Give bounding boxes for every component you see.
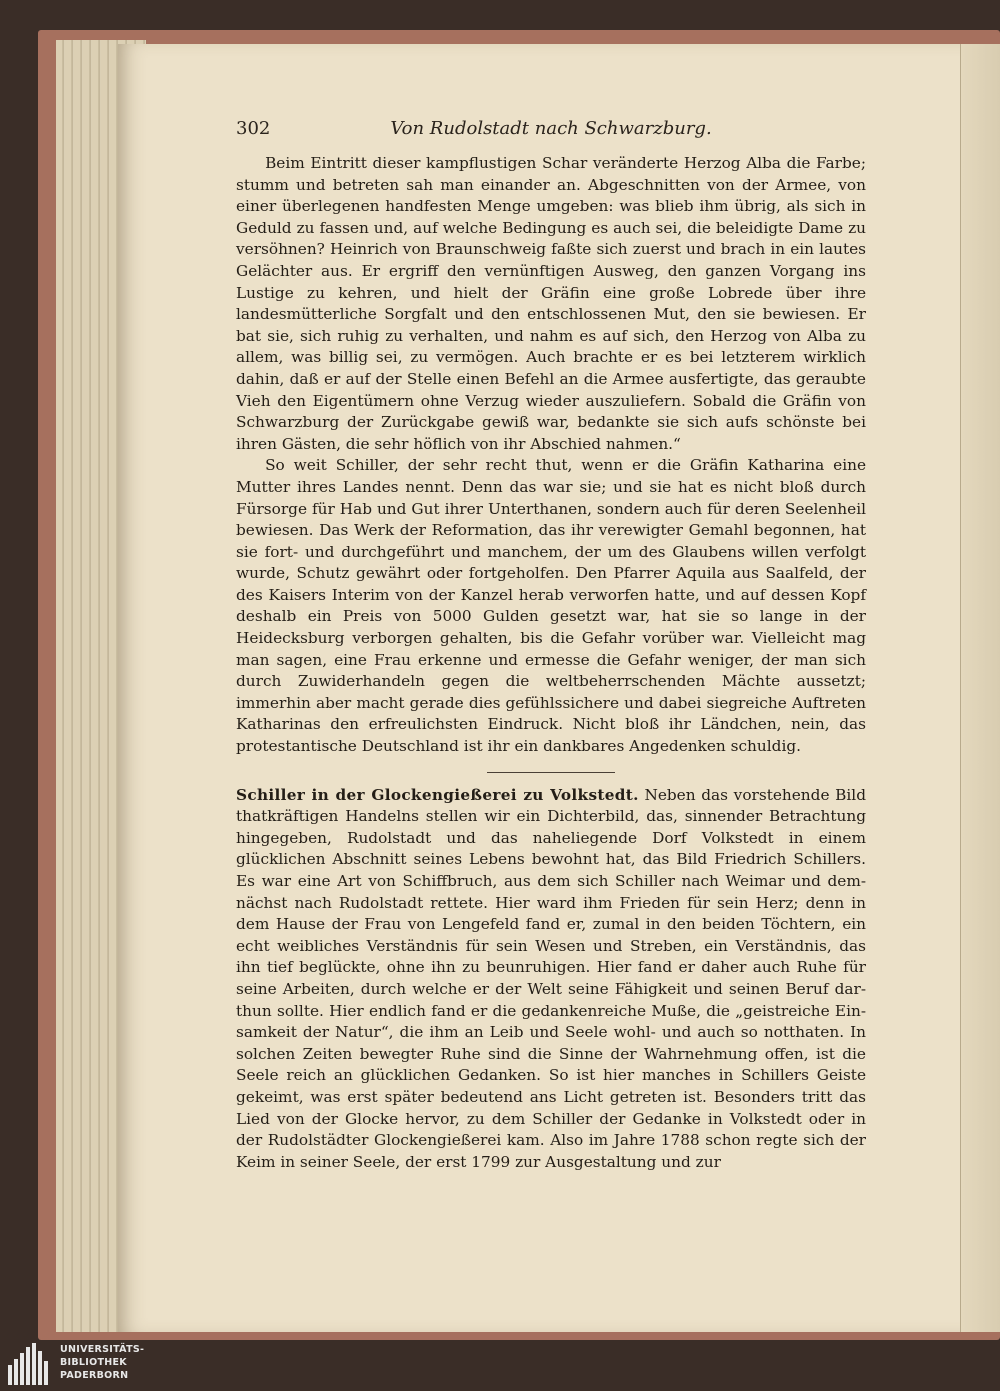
- running-title: Von Rudolstadt nach Schwarzburg.: [390, 118, 712, 139]
- body-text: [236, 153, 866, 1173]
- library-logo-icon: [8, 1343, 52, 1385]
- logo-line-2: BIBLIOTHEK: [60, 1357, 127, 1368]
- page-header: [236, 118, 866, 144]
- library-logo-text: [60, 1343, 144, 1382]
- section-body: Neben das vorstehende Bild thatkräftigen Handelns stellen wir ein Dichterbild, das, sinnender Betrachtung hingegeben, Rudolstadt und das naheliegende Dorf Volkstedt in einem glücklichen Abschnitt seines Lebens bewohnt hat, das Bild Friedrich Schillers. Es war eine Art von Schiffbruch, aus dem sich Schiller nach Weimar und demnächst nach Rudolstadt rettete. Hier ward ihm Frieden für sein Herz; denn in dem Hause der Frau von Lengefeld fand er, zumal in den beiden Töchtern, ein echt weibliches Verständnis für sein Wesen und Streben, ein Verständnis, das ihn tief beglückte, ohne ihn zu beunruhigen. Hier fand er daher auch Ruhe für seine Arbeiten, durch welche er der Welt seine Fähigkeit und seinen Beruf darthun sollte. Hier endlich fand er die gedankenreiche Muße, die „geistreiche Einsamkeit der Natur“, die ihm an Leib und Seele wohl- und auch so notthaten. In solchen Zeiten bewegter Ruhe sind die Sinne der Wahrnehmung offen, ist die Seele reich an glücklichen Gedanken. So ist hier manches in Schillers Geiste gekeimt, was erst später bedeutend ans Licht getreten ist. Besonders tritt das Lied von der Glocke hervor, zu dem Schiller der Gedanke in Volkstedt oder in der Rudolstädter Glockengießerei kam. Also im Jahre 1788 schon regte sich der Keim in seiner Seele, der erst 1799 zur Ausgestaltung und zur: [236, 785, 866, 1171]
- section-divider: [487, 772, 615, 773]
- section-title: Schiller in der Glockengießerei zu Volkstedt.: [236, 785, 639, 804]
- paragraph-1: Beim Eintritt dieser kampflustigen Schar veränderte Herzog Alba die Farbe; stumm und betreten sah man einander an. Abgeschnitten von der Armee, von einer überlegenen handfesten Menge umgeben: was blieb ihm übrig, als sich in Geduld zu fassen und, auf welche Bedingung es auch sei, die beleidigte Dame zu versöhnen? Heinrich von Braunschweig faßte sich zuerst und brach in ein lautes Gelächter aus. Er ergriff den vernünftigen Ausweg, den ganzen Vorgang ins Lustige zu kehren, und hielt der Gräfin eine große Lobrede über ihre landesmütterliche Sorgfalt und den entschlossenen Mut, den sie bewiesen. Er bat sie, sich ruhig zu verhalten, und nahm es auf sich, den Herzog von Alba zu allem, was billig sei, zu vermögen. Auch brachte er es bei letzterem wirklich dahin, daß er auf der Stelle einen Befehl an die Armee ausfertigte, das geraubte Vieh den Eigentümern ohne Verzug wieder auszuliefern. Sobald die Gräfin von Schwarzburg der Zurückgabe gewiß war, bedankte sie sich aufs schönste bei ihren Gästen, die sehr höflich von ihr Abschied nahmen.“: [236, 154, 866, 453]
- paragraph-2: So weit Schiller, der sehr recht thut, wenn er die Gräfin Katharina eine Mutter ihres Landes nennt. Denn das war sie; und sie hat es nicht bloß durch Fürsorge für Hab und Gut ihrer Unterthanen, sondern auch für deren Seelenheil bewiesen. Das Werk der Reformation, das ihr verewigter Gemahl begonnen, hat sie fort- und durchgeführt und manchem, der um des Glaubens willen verfolgt wurde, Schutz gewährt oder fortgeholfen. Den Pfarrer Aquila aus Saalfeld, der des Kaisers Interim von der Kanzel herab verworfen hatte, und auf dessen Kopf deshalb ein Preis von 5000 Gulden gesetzt war, hat sie so lange in der Heidecksburg verborgen gehalten, bis die Gefahr vorüber war. Vielleicht mag man sagen, eine Frau erkenne und ermesse die Gefahr weniger, der man sich durch Zuwiderhandeln gegen die weltbeherrschenden Mächte aussetzt; immerhin aber macht gerade dies gefühlssichere und dabei siegreiche Auftreten Katharinas den erfreulichsten Eindruck. Nicht bloß ihr Ländchen, nein, das protestantische Deutschland ist ihr ein dankbares Angedenken schuldig.: [236, 456, 866, 756]
- logo-line-3: PADERBORN: [60, 1370, 129, 1381]
- section-paragraph: [236, 785, 866, 1174]
- logo-line-1: UNIVERSITÄTS-: [60, 1344, 145, 1355]
- page-number: 302: [236, 118, 271, 139]
- facing-page-edge: [960, 44, 1000, 1332]
- library-logo: [8, 1341, 168, 1387]
